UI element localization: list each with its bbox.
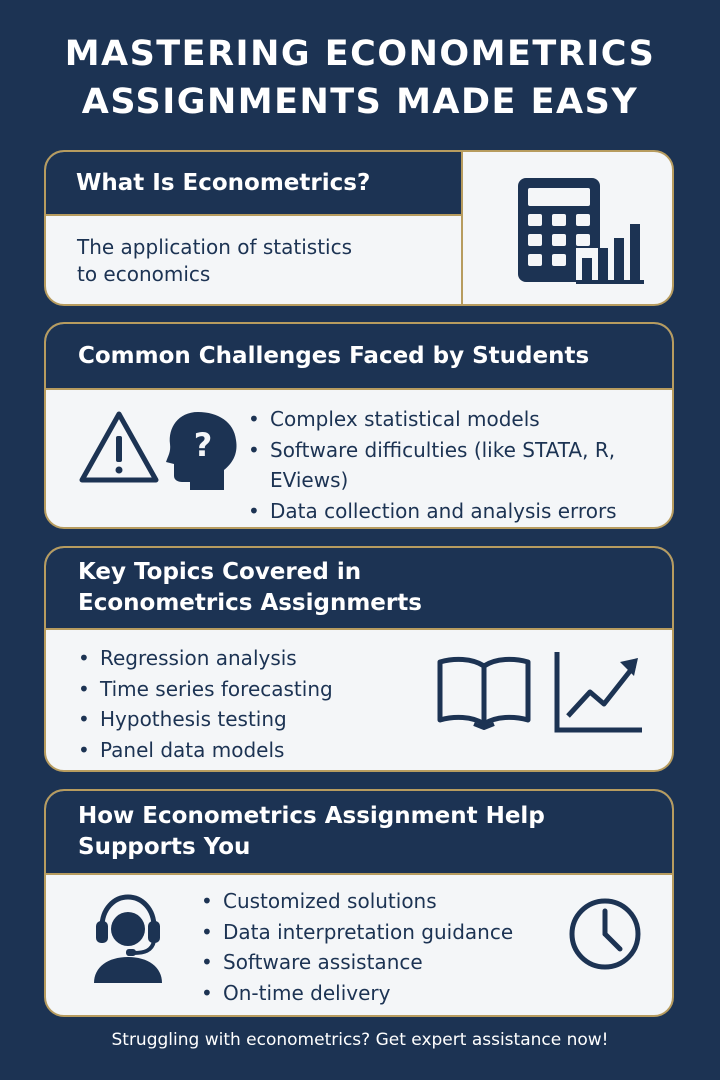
list-item: • Data collection and analysis errors [248,496,617,527]
list-item: • Customized solutions [201,886,513,917]
card-common-challenges [44,322,674,529]
card-heading-line-2: Supports You [78,834,251,860]
card-what-is-econometrics [44,150,674,306]
list-item: • Complex statistical models [248,404,617,435]
card-heading-line-1: How Econometrics Assignment Help [78,803,545,829]
challenges-list [248,404,617,526]
head-question-icon [164,408,238,490]
list-item: • Time series forecasting [78,674,333,705]
list-item: • Data interpretation guidance [201,917,513,948]
page-title-line-2: ASSIGNMENTS MADE EASY [81,82,639,122]
topics-list [78,643,333,765]
card-heading: What Is Econometrics? [76,170,371,196]
trend-chart-icon [554,650,644,734]
clock-icon [568,897,642,971]
list-item-continuation: EViews) [270,468,349,492]
definition-line-1: The application of statistics [77,235,353,259]
footer-cta: Struggling with econometrics? Get expert assistance now! [111,1030,609,1050]
calculator-chart-icon [516,176,646,286]
card-heading: Common Challenges Faced by Students [78,342,590,369]
support-list [201,886,513,1008]
svg-text:?: ? [193,426,213,464]
card-how-we-help [44,789,674,1017]
open-book-icon [434,654,534,730]
list-item: • Hypothesis testing [78,704,333,735]
list-item: • Software difficulties (like STATA, R, [248,435,617,466]
card-key-topics [44,546,674,772]
page-title-line-1: MASTERING ECONOMETRICS [64,34,656,74]
list-item: • On-time delivery [201,978,513,1009]
list-item: • Software assistance [201,947,513,978]
warning-icon [76,408,162,486]
list-item: • Panel data models [78,735,333,766]
definition-line-2: to economics [77,262,211,286]
support-agent-icon [90,891,166,983]
page-title [0,30,720,126]
card-heading-line-1: Key Topics Covered in [78,559,362,585]
card-heading-line-2: Econometrics Assignmerts [78,590,422,616]
list-item: • Regression analysis [78,643,333,674]
